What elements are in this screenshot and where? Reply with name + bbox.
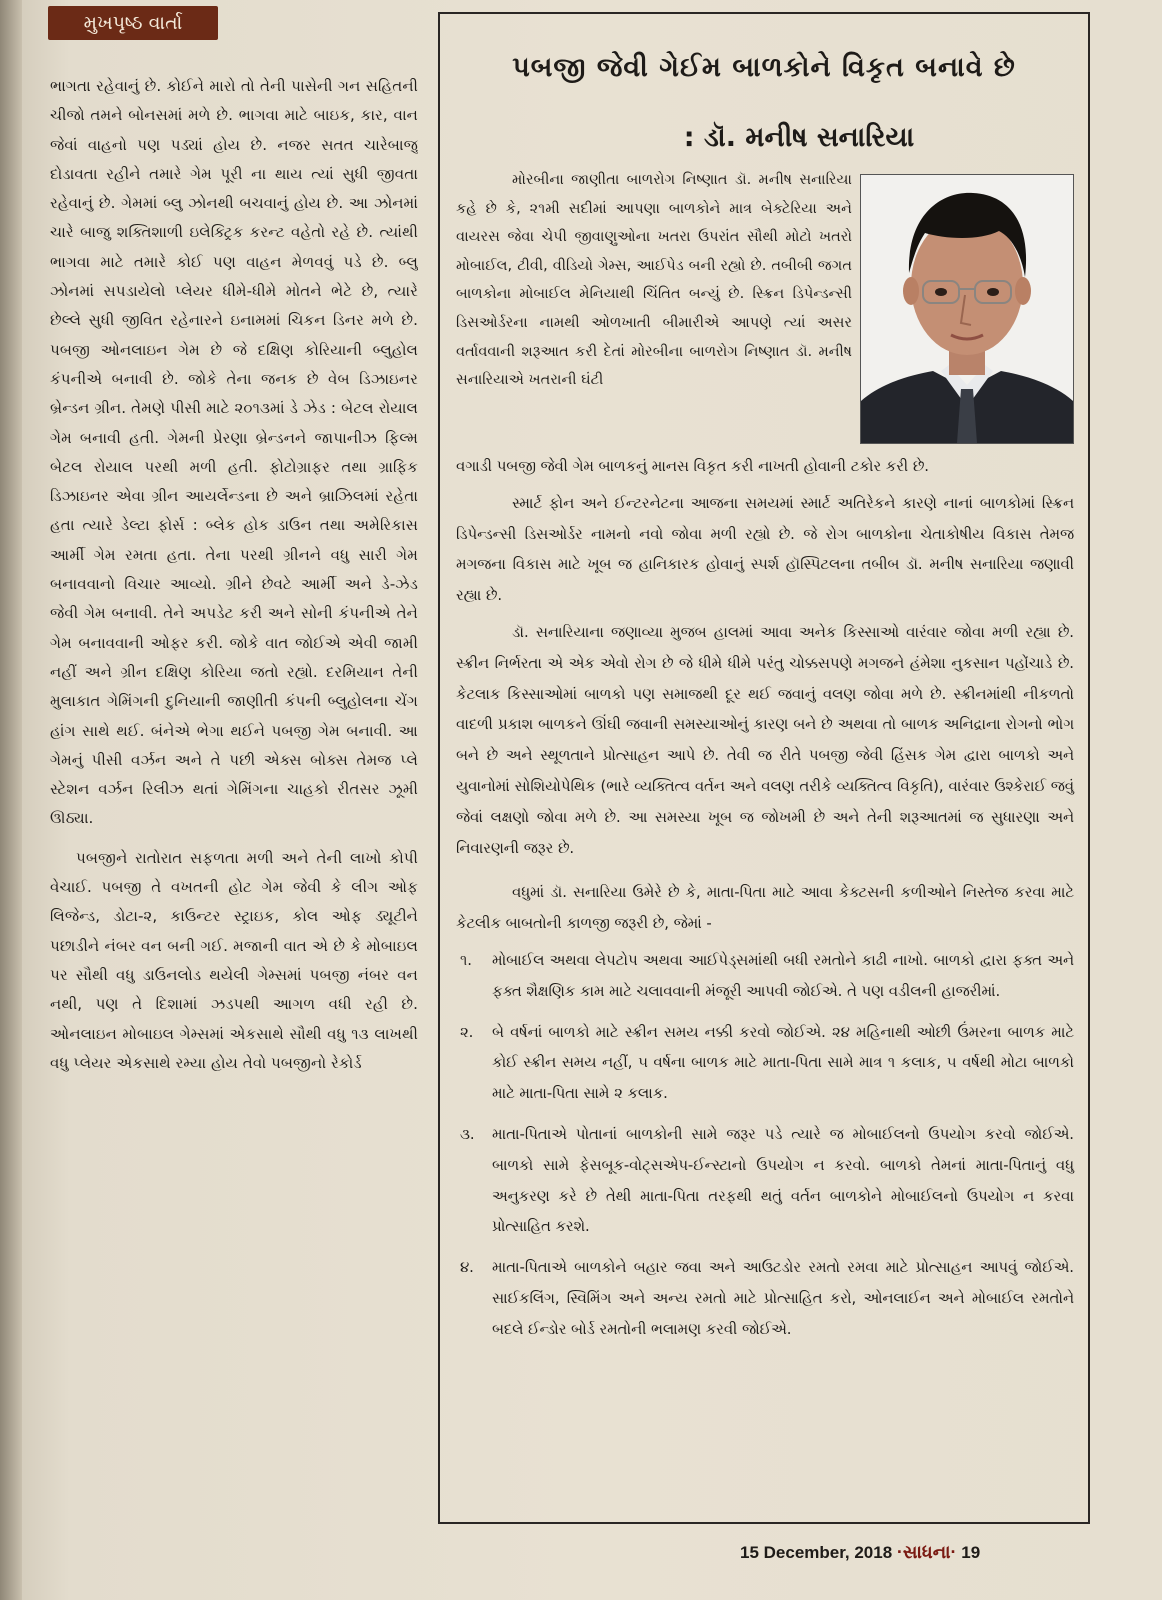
article-intro-continued: વગાડી પબજી જેવી ગેમ બાળકનું માનસ વિકૃત કરી નાખતી હોવાની ટકોર કરી છે. [456, 458, 929, 475]
article-intro-text: મોરબીના જાણીતા બાળરોગ નિષ્ણાત ડૉ. મનીષ સનારિયા કહે છે કે, ૨૧મી સદીમાં આપણા બાળકોને માત્ર બેક્ટેરિયા અને વાયરસ જેવા ચેપી જીવાણુઓના ખતરા ઉપરાંત સૌથી મોટો ખતરો મોબાઈલ, ટીવી, વીડિયો ગેમ્સ, આઈપેડ બની રહ્યો છે. તબીબી જગત બાળકોના મોબાઈલ મેનિયાથી ચિંતિત બન્યું છે. સ્ક્રિન ડિપેન્ડન્સી ડિસઓર્ડરના નામથી ઓળખાતી બીમારીએ આપણે ત્યાં અસર વર્તાવવાની શરૂઆત કરી દેતાં મોરબીના બાળરોગ નિષ્ણાત ડૉ. મનીષ સનારિયાએ ખતરાની ઘંટી [456, 171, 852, 389]
article-intro [456, 166, 852, 395]
page-number: 19 [961, 1543, 981, 1562]
article-headline-byline: : ડૉ. મનીષ સનારિયા [683, 122, 915, 153]
section-tag: મુખપૃષ્ઠ વાર્તા [48, 6, 218, 40]
article-paragraph: સ્માર્ટ ફોન અને ઈન્ટરનેટના આજના સમયમાં સ્માર્ટ અતિરેકને કારણે નાનાં બાળકોમાં સ્ક્રિન ડિપેન્ડન્સી ડિસઓર્ડર નામનો નવો જોવા મળી રહ્યો છે. જે રોગ બાળકોના ચેતાકોષીય વિકાસ તેમજ મગજના વિકાસ માટે ખૂબ જ હાનિકારક હોવાનું સ્પર્શ હૉસ્પિટલના તબીબ ડૉ. મનીષ સનારિયા જણાવી રહ્યા છે. [456, 494, 1074, 605]
list-number: ૨. [460, 1023, 474, 1041]
doctor-portrait-image [861, 175, 1073, 443]
list-text: મોબાઈલ અથવા લેપટોપ અથવા આઈપેડ્સમાંથી બધી રમતોને કાઢી નાખો. બાળકો દ્વારા ફક્ત અને ફક્ત શૈક્ષણિક કામ માટે ચલાવવાની મંજૂરી આપવી જોઈએ. તે પણ વડીલની હાજરીમાં. [492, 951, 1074, 1000]
left-column [50, 72, 418, 1532]
advice-list [456, 946, 1074, 1346]
left-column-paragraph: પબજીને રાતોરાત સફળતા મળી અને તેની લાખો કોપી વેચાઈ. પબજી તે વખતની હોટ ગેમ જેવી કે લીગ ઓફ લિજેન્ડ, ડોટા-૨, કાઉન્ટર સ્ટ્રાઇક, કોલ ઓફ ડ્યૂટીને પછાડીને નંબર વન બની ગઈ. મજાની વાત એ છે કે મોબાઇલ પર સૌથી વધુ ડાઉનલોડ થયેલી ગેમ્સમાં પબજી નંબર વન નથી, પણ તે દિશામાં ઝડપથી આગળ વધી રહી છે. ઓનલાઇન મોબાઇલ ગેમ્સમાં એકસાથે સૌથી વધુ ૧૩ લાખથી વધુ પ્લેયર એકસાથે રમ્યા હોય તેવો પબજીનો રેકોર્ડ [50, 848, 418, 1072]
issue-date: 15 December, 2018 [740, 1543, 893, 1562]
page-footer [740, 1532, 1080, 1572]
advice-list-item [456, 1018, 1074, 1110]
magazine-logo: ·સાધના· [896, 1542, 957, 1562]
advice-list-item [456, 1120, 1074, 1243]
list-number: ૧. [460, 951, 472, 969]
article-paragraph: ડૉ. સનારિયાના જણાવ્યા મુજબ હાલમાં આવા અનેક કિસ્સાઓ વારંવાર જોવા મળી રહ્યા છે. સ્ક્રીન નિર્ભરતા એ એક એવો રોગ છે જે ધીમે ધીમે પરંતુ ચોક્કસપણે મગજને હંમેશા નુકસાન પહોંચાડે છે. કેટલાક કિસ્સાઓમાં બાળકો પણ સમાજથી દૂર થઈ જવાનું વલણ જોવા મળે છે. સ્ક્રીનમાંથી નીકળતો વાદળી પ્રકાશ બાળકને ઊંઘી જવાની સમસ્યાઓનું કારણ બને છે અથવા તો બાળક અનિદ્રાના રોગનો ભોગ બને છે અને સ્થૂળતાને પ્રોત્સાહન આપે છે. તેવી જ રીતે પબજી જેવી હિંસક ગેમ દ્વારા બાળકો અને યુવાનોમાં સોશિયોપેથિક (ભારે વ્યક્તિત્વ વર્તન અને વલણ તરીકે વ્યક્તિત્વ વિકૃતિ), વારંવાર ઉશ્કેરાઈ જવું જેવાં લક્ષણો જોવા મળે છે. આ સમસ્યા ખૂબ જ જોખમી છે અને તેની શરૂઆતમાં જ સુધારણા અને નિવારણની જરૂર છે. [456, 623, 1074, 857]
article-body [456, 452, 1074, 1356]
article-paragraph: વધુમાં ડૉ. સનારિયા ઉમેરે છે કે, માતા-પિતા માટે આવા કેક્ટસની કળીઓને નિસ્તેજ કરવા માટે કેટલીક બાબતોની કાળજી જરૂરી છે, જેમાં - [456, 884, 1074, 933]
advice-list-item [456, 1253, 1074, 1345]
list-text: બે વર્ષનાં બાળકો માટે સ્ક્રીન સમય નક્કી કરવો જોઈએ. ૨૪ મહિનાથી ઓછી ઉંમરના બાળક માટે કોઈ સ્ક્રીન સમય નહીં, ૫ વર્ષના બાળક માટે માતા-પિતા સામે માત્ર ૧ કલાક, ૫ વર્ષથી મોટા બાળકો માટે માતા-પિતા સામે ૨ કલાક. [492, 1023, 1074, 1103]
list-number: ૩. [460, 1125, 475, 1143]
list-number: ૪. [460, 1259, 474, 1277]
article-headline: પબજી જેવી ગેઈમ બાળકોને વિકૃત બનાવે છે [512, 52, 1016, 83]
advice-list-item [456, 946, 1074, 1008]
page-spine [0, 0, 22, 1600]
left-column-paragraph: ભાગતા રહેવાનું છે. કોઈને મારો તો તેની પાસેની ગન સહિતની ચીજો તમને બોનસમાં મળે છે. ભાગવા માટે બાઇક, કાર, વાન જેવાં વાહનો પણ પડ્યાં હોય છે. નજર સતત ચારેબાજુ દોડાવતા રહીને તમારે ગેમ પૂરી ના થાય ત્યાં સુધી જીવતા રહેવાનું છે. ગેમમાં બ્લુ ઝોનથી બચવાનું હોય છે. આ ઝોનમાં ચારે બાજુ શક્તિશાળી ઇલેક્ટ્રિક કરન્ટ વહેતો રહે છે. ત્યાંથી ભાગવા માટે તમારે કોઈ પણ વાહન મેળવવું પડે છે. બ્લુ ઝોનમાં સપડાયેલો પ્લેયર ધીમે-ધીમે મોતને ભેટે છે, ત્યારે છેલ્લે સુધી જીવિત રહેનારને ઇનામમાં ચિકન ડિનર મળે છે. પબજી ઓનલાઇન ગેમ છે જે દક્ષિણ કોરિયાની બ્લુહોલ કંપનીએ બનાવી છે. જોકે તેના જનક છે વેબ ડિઝાઇનર બ્રેન્ડન ગ્રીન. તેમણે પીસી માટે ૨૦૧૩માં ડે ઝેડ : બેટલ રોયાલ ગેમ બનાવી હતી. ગેમની પ્રેરણા બ્રેન્ડનને જાપાનીઝ ફિલ્મ બેટલ રોયાલ પરથી મળી હતી. ફોટોગ્રાફર તથા ગ્રાફિક ડિઝાઇનર એવા ગ્રીન આયર્લેન્ડના છે અને બ્રાઝિલમાં રહેતા હતા ત્યારે ડેલ્ટા ફોર્સ : બ્લેક હોક ડાઉન તથા અમેરિકાસ આર્મી ગેમ રમતા હતા. તેના પરથી ગ્રીનને વધુ સારી ગેમ બનાવવાનો વિચાર આવ્યો. ગ્રીને છેવટે આર્મી અને ડે-ઝેડ જેવી ગેમ બનાવી. તેને અપડેટ કરી અને સોની કંપનીએ તેને ગેમ બનાવવાની ઓફર કરી. જોકે વાત જોઈએ એવી જામી નહીં અને ગ્રીન દક્ષિણ કોરિયા જતો રહ્યો. દરમિયાન તેની મુલાકાત ગેમિંગની દુનિયાની જાણીતી કંપની બ્લુહોલના ચેંગ હાંગ સાથે થઈ. બંનેએ ભેગા થઈને પબજી ગેમ બનાવી. આ ગેમનું પીસી વર્ઝન અને તે પછી એક્સ બોક્સ તેમજ પ્લે સ્ટેશન વર્ઝન રિલીઝ થતાં ગેમિંગના ચાહકો રીતસર ઝૂમી ઊઠ્યા. [50, 77, 418, 828]
doctor-photo [860, 174, 1074, 444]
list-text: માતા-પિતાએ બાળકોને બહાર જવા અને આઉટડોર રમતો રમવા માટે પ્રોત્સાહન આપવું જોઈએ. સાઈકલિંગ, સ્વિમિંગ અને અન્ય રમતો માટે પ્રોત્સાહિત કરો, ઓનલાઈન અને મોબાઈલ રમતોને બદલે ઈન્ડોર બોર્ડ રમતોની ભલામણ કરવી જોઈએ. [492, 1259, 1074, 1338]
article-box [438, 12, 1090, 1524]
list-text: માતા-પિતાએ પોતાનાં બાળકોની સામે જરૂર પડે ત્યારે જ મોબાઈલનો ઉપયોગ કરવો જોઈએ. બાળકો સામે ફેસબૂક-વોટ્સએપ-ઈન્સ્ટાનો ઉપયોગ ન કરવો. બાળકો તેમનાં માતા-પિતાનું વધુ અનુકરણ કરે છે તેથી માતા-પિતા તરફથી થતું વર્તન બાળકોને મોબાઈલનો ઉપયોગ ન કરવા પ્રોત્સાહિત કરશે. [492, 1125, 1074, 1236]
